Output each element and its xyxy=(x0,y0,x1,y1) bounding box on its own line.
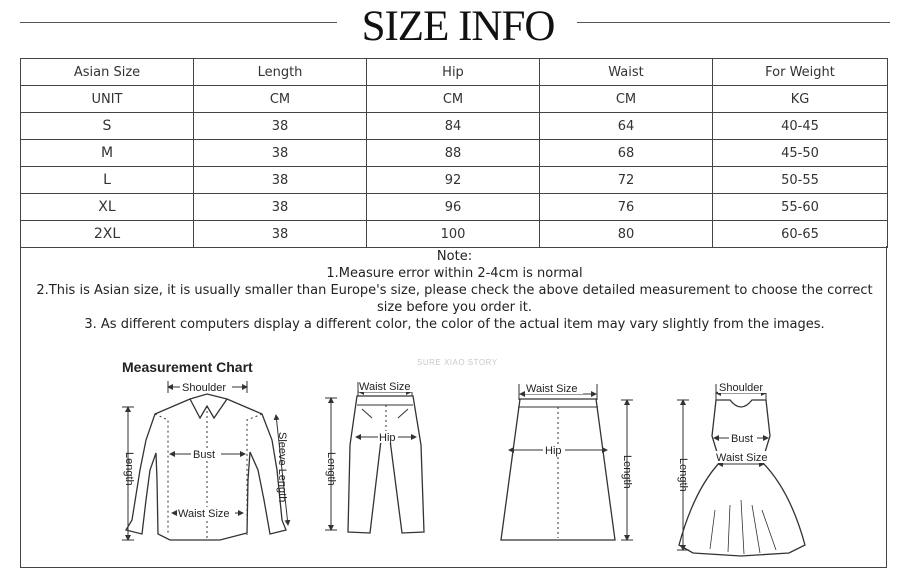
table-cell: 38 xyxy=(194,140,367,167)
table-cell: M xyxy=(21,140,194,167)
dress-waist-label: Waist Size xyxy=(716,452,768,464)
note-line-3: 3. As different computers display a different color, the color of the actual item may vary slightly from the images. xyxy=(84,317,825,332)
table-cell: 64 xyxy=(540,113,713,140)
page-title: SIZE INFO xyxy=(361,3,555,50)
shirt-sleeve-label: Sleeve Length xyxy=(276,432,288,503)
dress-diagram xyxy=(677,384,805,556)
table-cell: CM xyxy=(540,86,713,113)
table-cell: 38 xyxy=(194,167,367,194)
table-cell: 40-45 xyxy=(713,113,888,140)
table-header-cell: Waist xyxy=(540,59,713,86)
table-cell: 92 xyxy=(367,167,540,194)
pants-length-label: Length xyxy=(325,452,337,486)
table-cell: KG xyxy=(713,86,888,113)
pants-waist-label: Waist Size xyxy=(359,381,411,393)
table-header-cell: Asian Size xyxy=(21,59,194,86)
table-header-cell: For Weight xyxy=(713,59,888,86)
table-cell: CM xyxy=(367,86,540,113)
table-cell: 96 xyxy=(367,194,540,221)
table-cell: 60-65 xyxy=(713,221,888,248)
table-cell: 45-50 xyxy=(713,140,888,167)
dress-shoulder-label: Shoulder xyxy=(719,382,764,394)
table-cell: L xyxy=(21,167,194,194)
table-cell: 80 xyxy=(540,221,713,248)
table-cell: 100 xyxy=(367,221,540,248)
shirt-bust-label: Bust xyxy=(193,449,216,461)
watermark: SURE XIAO STORY xyxy=(417,358,498,367)
skirt-diagram xyxy=(501,384,633,540)
notes-heading: Note: xyxy=(436,249,473,264)
table-cell: 2XL xyxy=(21,221,194,248)
dress-outline xyxy=(679,400,805,556)
note-line-2: 2.This is Asian size, it is usually smaller than Europe's size, please check the above detailed measurement to choose the correct size before you order it. xyxy=(36,283,873,315)
table-cell: 72 xyxy=(540,167,713,194)
table-cell: 88 xyxy=(367,140,540,167)
dress-bust-label: Bust xyxy=(731,433,754,445)
table-cell: S xyxy=(21,113,194,140)
table-cell: 50-55 xyxy=(713,167,888,194)
table-cell: 38 xyxy=(194,221,367,248)
skirt-length-label: Length xyxy=(621,455,633,489)
table-cell: 38 xyxy=(194,113,367,140)
table-cell: UNIT xyxy=(21,86,194,113)
shirt-length-label: Length xyxy=(123,452,135,486)
table-header-cell: Length xyxy=(194,59,367,86)
dress-length-label: Length xyxy=(677,458,689,492)
shirt-waist-label: Waist Size xyxy=(178,508,230,520)
table-cell: CM xyxy=(194,86,367,113)
shirt-shoulder-label: Shoulder xyxy=(182,382,227,394)
table-cell: 38 xyxy=(194,194,367,221)
pants-hip-label: Hip xyxy=(379,432,396,444)
shirt-collar xyxy=(190,399,227,418)
table-cell: 55-60 xyxy=(713,194,888,221)
table-cell: 84 xyxy=(367,113,540,140)
table-header-cell: Hip xyxy=(367,59,540,86)
table-cell: XL xyxy=(21,194,194,221)
measurement-chart-title: Measurement Chart xyxy=(122,359,253,375)
note-line-1: 1.Measure error within 2-4cm is normal xyxy=(326,266,583,281)
table-cell: 76 xyxy=(540,194,713,221)
skirt-waist-label: Waist Size xyxy=(526,383,578,395)
table-cell: 68 xyxy=(540,140,713,167)
pants-diagram xyxy=(325,382,424,533)
skirt-hip-label: Hip xyxy=(545,445,562,457)
